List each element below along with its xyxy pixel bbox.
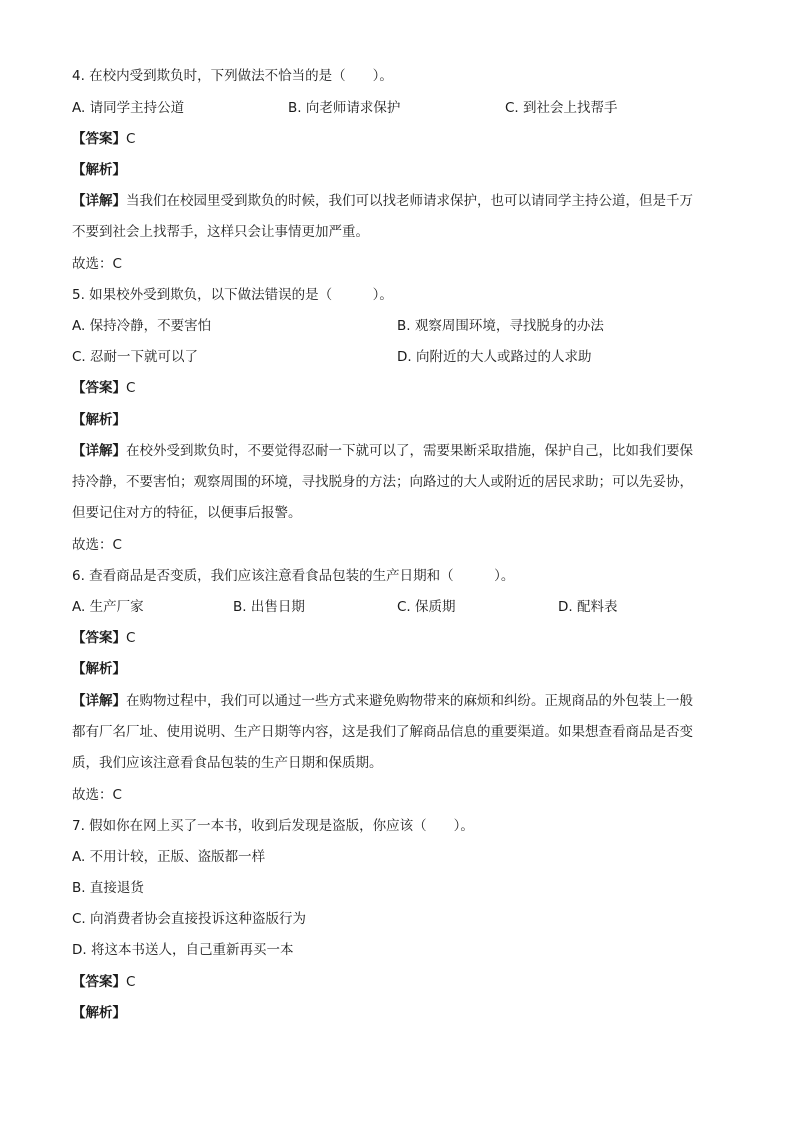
q7-option-a: A. 不用计较，正版、盗版都一样 <box>72 849 266 865</box>
q4-conclusion: 故选：C <box>72 256 122 272</box>
detail-label: 【详解】 <box>72 693 126 709</box>
q6-detail-line-3: 质，我们应该注意看食品包装的生产日期和保质期。 <box>72 755 383 771</box>
detail-label: 【详解】 <box>72 443 126 459</box>
q5-detail-line-1 <box>72 441 693 461</box>
question-6-stem: 6. 查看商品是否变质，我们应该注意看食品包装的生产日期和（ ）。 <box>72 568 515 584</box>
q6-option-b: B. 出售日期 <box>233 599 305 615</box>
answer-value: C <box>126 380 136 396</box>
question-5-stem: 5. 如果校外受到欺负，以下做法错误的是（ ）。 <box>72 287 393 303</box>
question-7-stem: 7. 假如你在网上买了一本书，收到后发现是盗版，你应该（ ）。 <box>72 818 474 834</box>
detail-text: 在购物过程中，我们可以通过一些方式来避免购物带来的麻烦和纠纷。正规商品的外包装上一般 <box>126 693 693 709</box>
answer-label: 【答案】 <box>72 974 126 990</box>
q7-option-d: D. 将这本书送人，自己重新再买一本 <box>72 942 294 958</box>
q7-option-b: B. 直接退货 <box>72 880 144 896</box>
answer-value: C <box>126 131 136 147</box>
answer-label: 【答案】 <box>72 630 126 646</box>
q4-option-a: A. 请同学主持公道 <box>72 100 185 116</box>
answer-label: 【答案】 <box>72 380 126 396</box>
q6-option-c: C. 保质期 <box>397 599 456 615</box>
q5-detail-line-2: 持冷静，不要害怕；观察周围的环境，寻找脱身的方法；向路过的大人或附近的居民求助；可以先妥协， <box>72 474 693 490</box>
q6-option-d: D. 配料表 <box>558 599 618 615</box>
q5-option-c: C. 忍耐一下就可以了 <box>72 349 199 365</box>
q7-answer <box>72 972 135 992</box>
q6-detail-line-2: 都有厂名厂址、使用说明、生产日期等内容，这是我们了解商品信息的重要渠道。如果想查看商品是否变 <box>72 724 693 740</box>
q4-option-b: B. 向老师请求保护 <box>288 100 401 116</box>
q5-answer <box>72 378 135 398</box>
q4-detail-line-1 <box>72 191 693 211</box>
q7-option-c: C. 向消费者协会直接投诉这种盗版行为 <box>72 911 307 927</box>
q7-analysis-label: 【解析】 <box>72 1005 126 1021</box>
question-4-stem: 4. 在校内受到欺负时，下列做法不恰当的是（ ）。 <box>72 68 393 84</box>
q5-option-a: A. 保持冷静，不要害怕 <box>72 318 212 334</box>
q6-option-a: A. 生产厂家 <box>72 599 144 615</box>
q4-detail-line-2: 不要到社会上找帮手，这样只会让事情更加严重。 <box>72 224 369 240</box>
q4-answer <box>72 129 135 149</box>
q5-conclusion: 故选：C <box>72 537 122 553</box>
q6-answer <box>72 628 135 648</box>
detail-label: 【详解】 <box>72 193 126 209</box>
answer-value: C <box>126 974 136 990</box>
q4-option-c: C. 到社会上找帮手 <box>505 100 618 116</box>
q5-analysis-label: 【解析】 <box>72 412 126 428</box>
answer-label: 【答案】 <box>72 131 126 147</box>
q6-detail-line-1 <box>72 691 693 711</box>
q4-analysis-label: 【解析】 <box>72 162 126 178</box>
q6-conclusion: 故选：C <box>72 787 122 803</box>
q5-option-b: B. 观察周围环境，寻找脱身的办法 <box>397 318 604 334</box>
q5-detail-line-3: 但要记住对方的特征，以便事后报警。 <box>72 505 302 521</box>
detail-text: 当我们在校园里受到欺负的时候，我们可以找老师请求保护，也可以请同学主持公道，但是千万 <box>126 193 693 209</box>
detail-text: 在校外受到欺负时，不要觉得忍耐一下就可以了，需要果断采取措施，保护自己，比如我们要保 <box>126 443 693 459</box>
answer-value: C <box>126 630 136 646</box>
q6-analysis-label: 【解析】 <box>72 661 126 677</box>
q5-option-d: D. 向附近的大人或路过的人求助 <box>397 349 592 365</box>
